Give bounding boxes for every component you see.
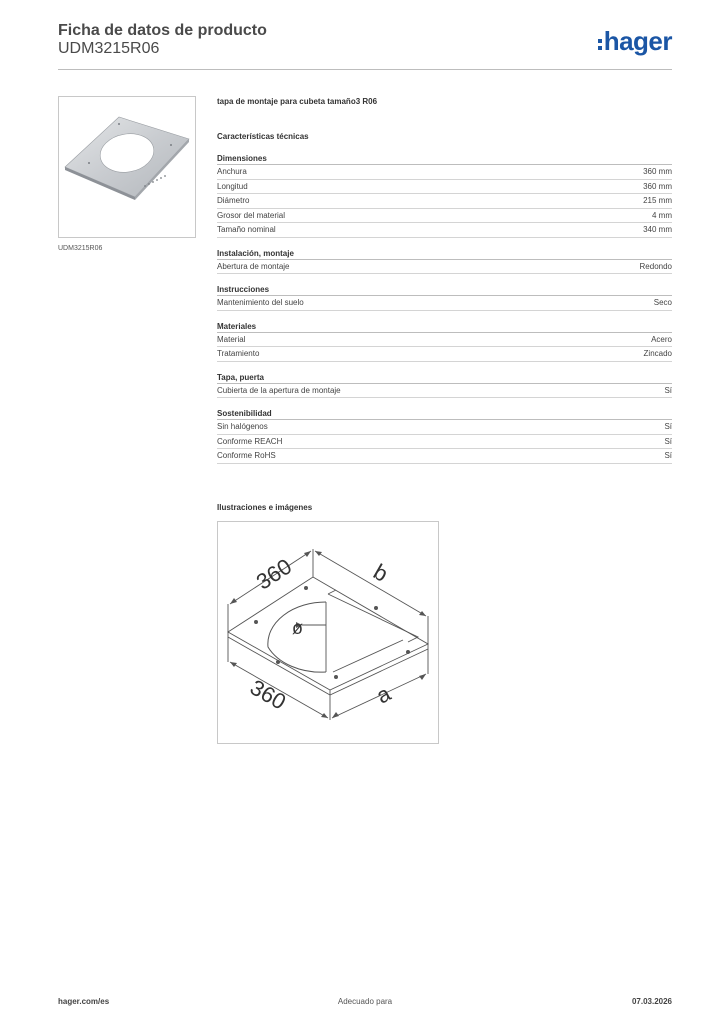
dimension-label-top-left: 360 bbox=[251, 553, 297, 595]
spec-label: Diámetro bbox=[217, 196, 250, 205]
spec-value: Sí bbox=[664, 422, 672, 431]
dimension-label-bottom-left: 360 bbox=[245, 674, 291, 715]
dimension-label-top-right: b bbox=[369, 558, 393, 587]
dimension-drawing-svg bbox=[218, 522, 438, 743]
spec-row bbox=[217, 384, 672, 399]
spec-label: Tratamiento bbox=[217, 349, 260, 358]
technical-characteristics-title: Características técnicas bbox=[217, 132, 309, 141]
spec-row bbox=[217, 260, 672, 275]
section-dimensiones bbox=[217, 153, 672, 238]
logo-dots-icon bbox=[598, 39, 602, 50]
spec-label: Grosor del material bbox=[217, 210, 286, 220]
section-sostenibilidad bbox=[217, 408, 672, 464]
spec-row bbox=[217, 333, 672, 348]
spec-value: 4 mm bbox=[652, 210, 672, 220]
product-details bbox=[217, 96, 672, 464]
spec-label: Material bbox=[217, 334, 246, 344]
spec-value: 360 mm bbox=[643, 181, 672, 191]
spec-row bbox=[217, 180, 672, 195]
mounting-plate-image bbox=[59, 97, 195, 237]
section-instalacion bbox=[217, 248, 672, 275]
spec-row bbox=[217, 420, 672, 435]
document-title: Ficha de datos de producto bbox=[58, 22, 267, 39]
page-header bbox=[58, 20, 672, 70]
spec-label: Sin halógenos bbox=[217, 422, 268, 431]
spec-value: 215 mm bbox=[643, 196, 672, 205]
footer-suitable-for: Adecuado para bbox=[337, 997, 393, 1006]
spec-value: Acero bbox=[651, 334, 672, 344]
spec-label: Tamaño nominal bbox=[217, 225, 276, 234]
spec-value: Sí bbox=[664, 451, 672, 460]
section-title: Sostenibilidad bbox=[217, 408, 672, 420]
spec-row bbox=[217, 194, 672, 209]
product-thumbnail[interactable] bbox=[58, 96, 196, 238]
spec-label: Conforme REACH bbox=[217, 436, 283, 446]
spec-label: Conforme RoHS bbox=[217, 451, 276, 460]
dimension-label-bottom-right: a bbox=[372, 680, 395, 709]
spec-row bbox=[217, 165, 672, 180]
section-title: Instrucciones bbox=[217, 284, 672, 296]
spec-row bbox=[217, 347, 672, 362]
spec-value: Redondo bbox=[639, 261, 672, 271]
spec-label: Anchura bbox=[217, 167, 247, 176]
section-title: Instalación, montaje bbox=[217, 248, 672, 260]
illustrations-title: Ilustraciones e imágenes bbox=[217, 503, 313, 512]
spec-label: Longitud bbox=[217, 181, 248, 191]
product-description: tapa de montaje para cubeta tamaño3 R06 bbox=[217, 97, 378, 106]
section-tapa-puerta bbox=[217, 372, 672, 399]
logo-text: hager bbox=[603, 25, 672, 56]
spec-row bbox=[217, 449, 672, 464]
section-title: Materiales bbox=[217, 321, 672, 333]
spec-row bbox=[217, 435, 672, 450]
dimension-drawing[interactable] bbox=[217, 521, 439, 744]
spec-value: 340 mm bbox=[643, 225, 672, 234]
section-materiales bbox=[217, 321, 672, 362]
spec-value: Sí bbox=[664, 436, 672, 446]
footer-website-link[interactable]: hager.com/es bbox=[58, 997, 110, 1006]
spec-label: Mantenimiento del suelo bbox=[217, 298, 304, 307]
spec-label: Abertura de montaje bbox=[217, 261, 290, 271]
product-code: UDM3215R06 bbox=[58, 40, 160, 57]
footer-date: 07.03.2026 bbox=[631, 997, 672, 1006]
section-instrucciones bbox=[217, 284, 672, 311]
spec-row bbox=[217, 296, 672, 311]
spec-row bbox=[217, 223, 672, 238]
section-title: Dimensiones bbox=[217, 153, 672, 165]
spec-label: Cubierta de la apertura de montaje bbox=[217, 385, 341, 395]
spec-value: Sí bbox=[664, 385, 672, 395]
diameter-label: ø bbox=[292, 618, 303, 638]
thumbnail-caption: UDM3215R06 bbox=[58, 245, 103, 252]
spec-value: Seco bbox=[653, 298, 672, 307]
section-title: Tapa, puerta bbox=[217, 372, 672, 384]
spec-value: 360 mm bbox=[643, 167, 672, 176]
spec-value: Zincado bbox=[643, 349, 672, 358]
spec-row bbox=[217, 209, 672, 224]
hager-logo[interactable] bbox=[598, 26, 672, 56]
